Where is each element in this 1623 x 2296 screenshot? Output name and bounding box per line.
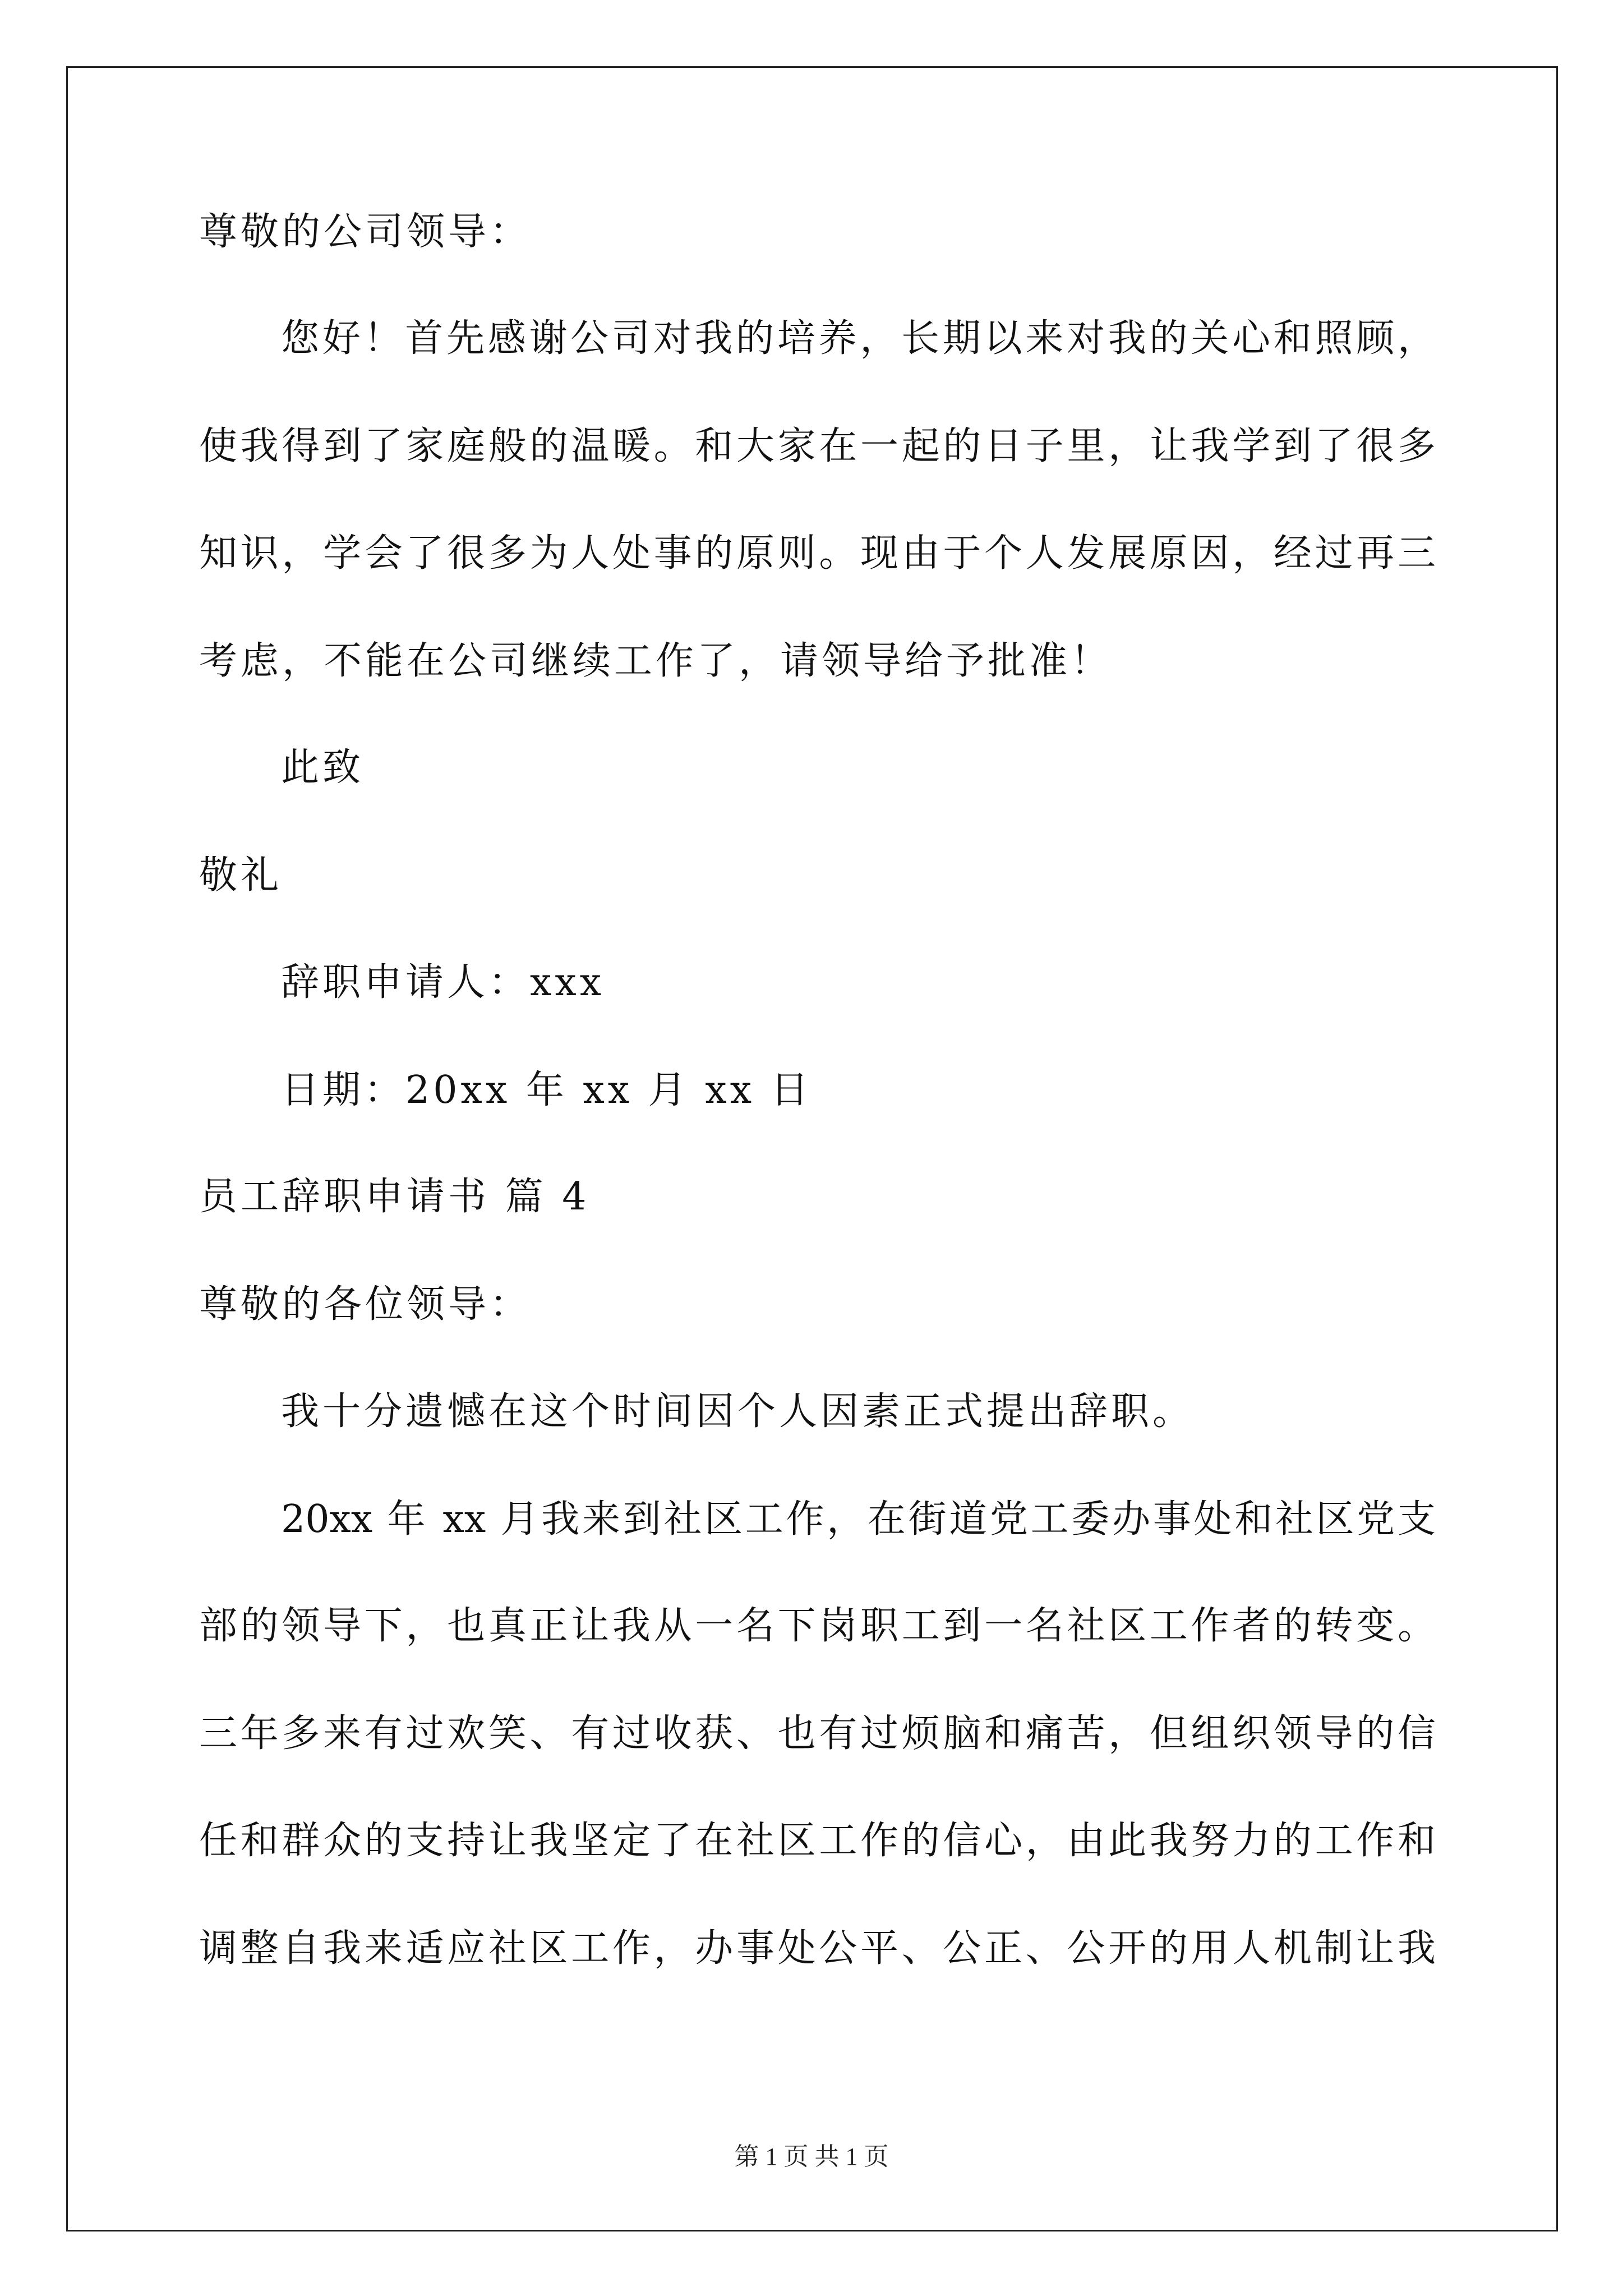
- paragraph-line: 三年多来有过欢笑、有过收获、也有过烦脑和痛苦，但组织领导的信: [199, 1711, 1436, 1756]
- closing-line: 此致: [281, 746, 365, 790]
- paragraph-line: 知识，学会了很多为人处事的原则。现由于个人发展原因，经过再三: [199, 531, 1436, 576]
- date-line: 日期：20xx 年 xx 月 xx 日: [281, 1068, 812, 1112]
- paragraph-line: 您好！首先感谢公司对我的培养，长期以来对我的关心和照顾，: [281, 316, 1436, 361]
- applicant-line: 辞职申请人：xxx: [281, 960, 605, 1005]
- paragraph-line: 调整自我来适应社区工作，办事处公平、公正、公开的用人机制让我: [199, 1926, 1436, 1971]
- salutation: 尊敬的各位领导：: [199, 1282, 532, 1327]
- paragraph-line: 我十分遗憾在这个时间因个人因素正式提出辞职。: [281, 1389, 1195, 1434]
- paragraph-line: 任和群众的支持让我坚定了在社区工作的信心，由此我努力的工作和: [199, 1819, 1436, 1863]
- page-border: [66, 66, 1558, 2231]
- paragraph-line: 考虑，不能在公司继续工作了，请领导给予批准！: [199, 639, 1113, 683]
- paragraph-line: 20xx 年 xx 月我来到社区工作，在街道党工委办事处和社区党支: [281, 1497, 1436, 1542]
- paragraph-line: 部的领导下，也真正让我从一名下岗职工到一名社区工作者的转变。: [199, 1604, 1436, 1648]
- salutation: 尊敬的公司领导：: [199, 210, 532, 254]
- paragraph-line: 使我得到了家庭般的温暖。和大家在一起的日子里，让我学到了很多: [199, 424, 1436, 468]
- closing-regards: 敬礼: [199, 853, 283, 898]
- page-number: 第 1 页 共 1 页: [734, 2143, 889, 2170]
- section-heading: 员工辞职申请书 篇 4: [199, 1175, 590, 1219]
